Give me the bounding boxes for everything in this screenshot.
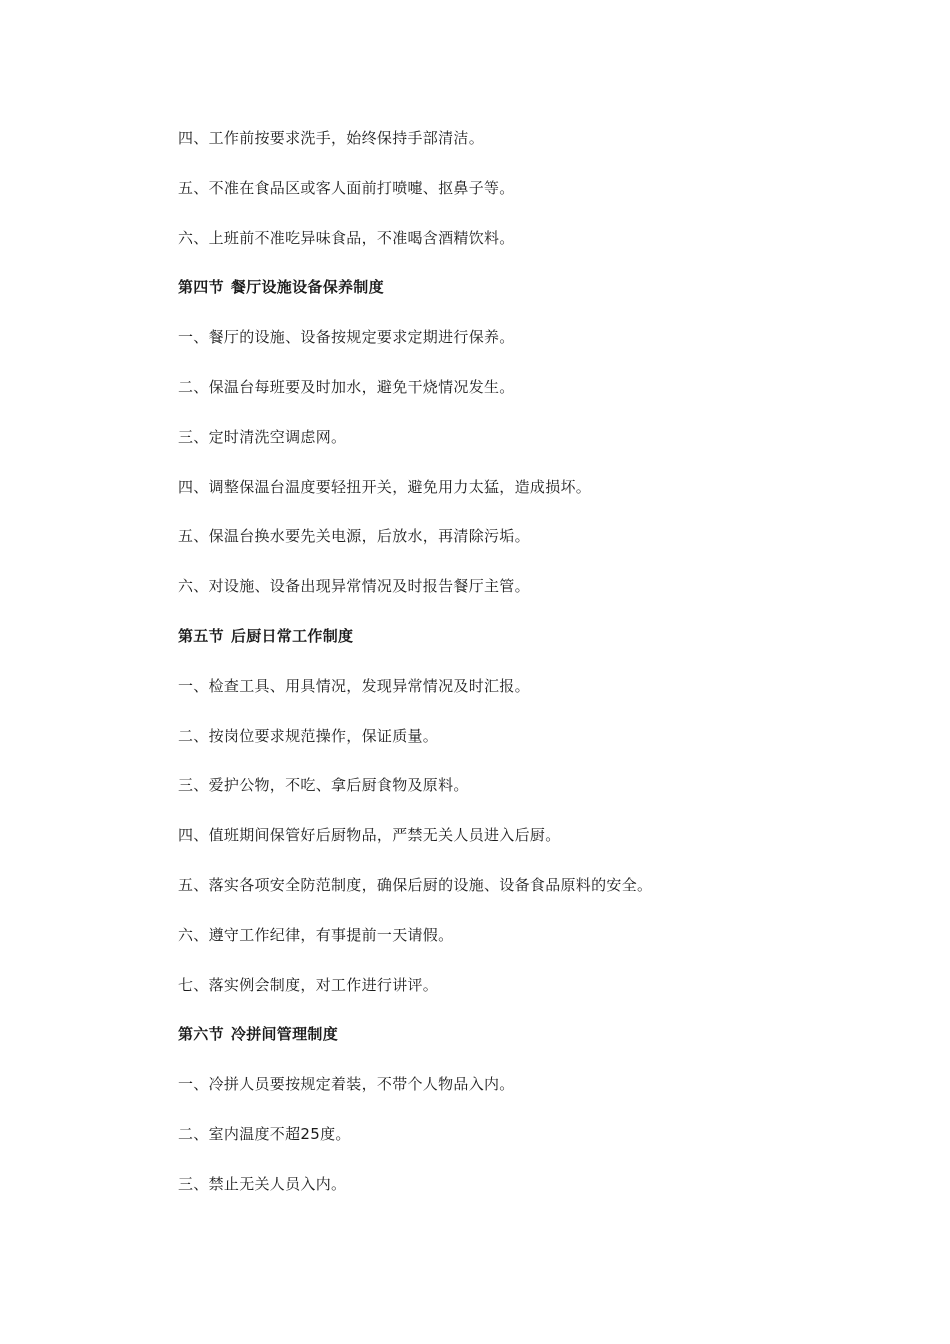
rule-item: 四、调整保温台温度要轻扭开关，避免用力太猛，造成损坏。 [178,477,592,496]
rule-item: 三、定时清洗空调虑网。 [178,427,347,446]
section-number: 第四节 [178,278,224,297]
rule-item: 五、落实各项安全防范制度，确保后厨的设施、设备食品原料的安全。 [178,875,653,894]
rule-item: 二、室内温度不超25度。 [178,1124,351,1143]
rule-item: 四、值班期间保管好后厨物品，严禁无关人员进入后厨。 [178,826,561,845]
section-heading [178,621,878,671]
rule-item: 五、不准在食品区或客人面前打喷嚏、抠鼻子等。 [178,178,515,197]
section-heading [178,1019,878,1069]
rule-item: 一、餐厅的设施、设备按规定要求定期进行保养。 [178,328,515,347]
rule-item: 二、按岗位要求规范操作，保证质量。 [178,726,439,745]
rule-item: 七、落实例会制度，对工作进行讲评。 [178,975,439,994]
section-title: 冷拼间管理制度 [230,1025,339,1044]
section-number: 第六节 [178,1025,224,1044]
section-heading [178,272,878,322]
rule-item: 五、保温台换水要先关电源，后放水，再清除污垢。 [178,527,530,546]
rule-item: 三、爱护公物，不吃、拿后厨食物及原料。 [178,776,469,795]
rule-item: 一、检查工具、用具情况，发现异常情况及时汇报。 [178,676,530,695]
rule-item: 一、冷拼人员要按规定着装，不带个人物品入内。 [178,1075,515,1094]
rule-item: 三、禁止无关人员入内。 [178,1174,347,1193]
rule-item: 二、保温台每班要及时加水，避免干烧情况发生。 [178,377,515,396]
section-number: 第五节 [178,626,224,645]
section-title: 餐厅设施设备保养制度 [230,278,384,297]
rule-item: 六、上班前不准吃异味食品，不准喝含酒精饮料。 [178,228,515,247]
rule-item: 六、遵守工作纪律，有事提前一天请假。 [178,925,454,944]
document-body [178,123,878,1219]
rule-item: 六、对设施、设备出现异常情况及时报告餐厅主管。 [178,577,530,596]
rule-item: 四、工作前按要求洗手，始终保持手部清洁。 [178,129,485,147]
section-title: 后厨日常工作制度 [230,626,354,645]
